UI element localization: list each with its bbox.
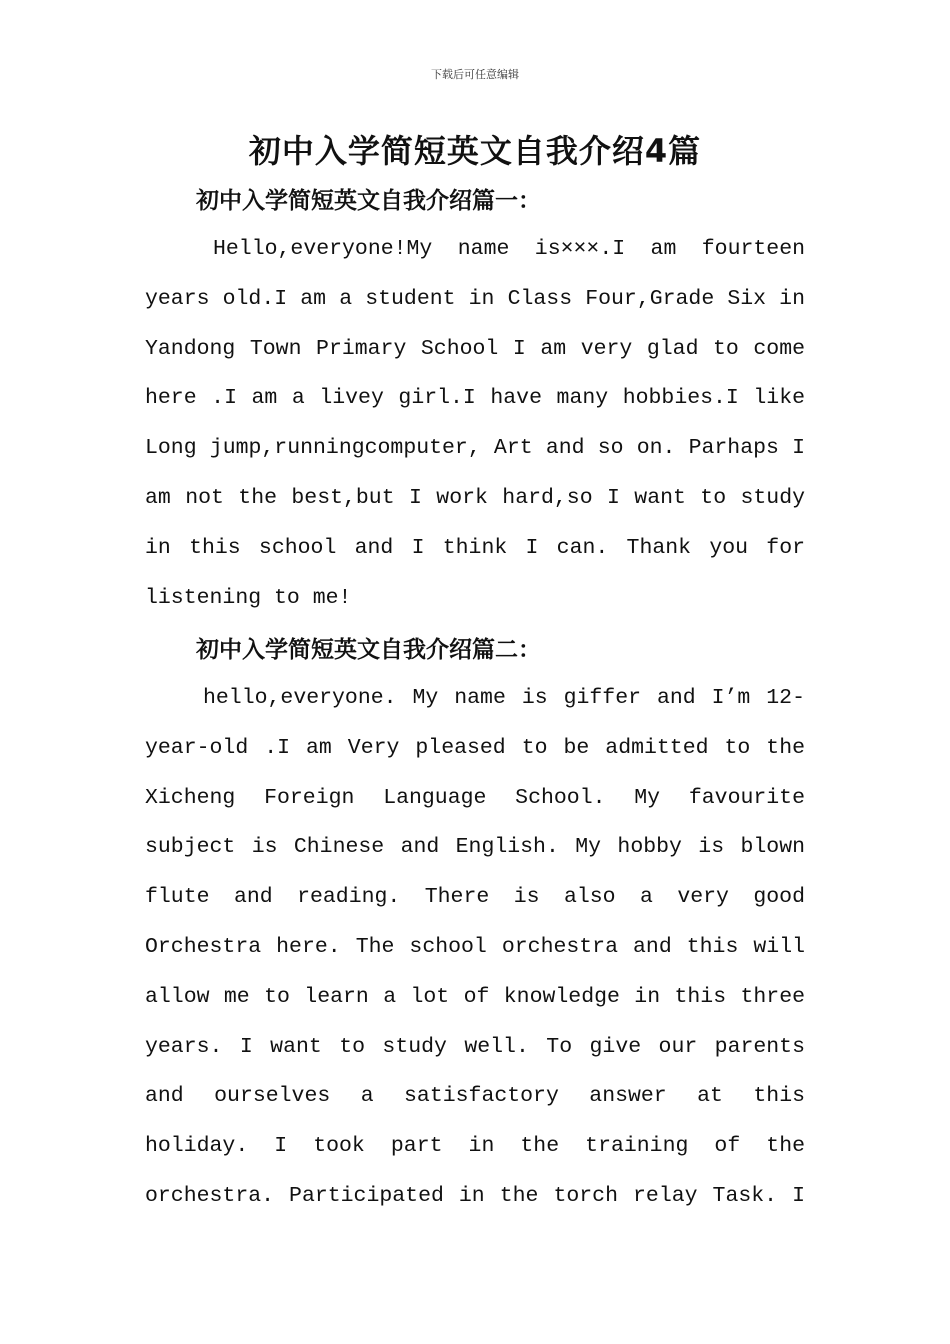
text-line: allow me to learn a lot of knowledge in this three — [145, 984, 805, 1009]
text-line: in this school and I think I can. Thank you for — [145, 535, 805, 560]
text-line: Hello,everyone!My name is×××.I am fourteen — [213, 237, 805, 261]
section-heading-1: 初中入学简短英文自我介绍篇一： — [196, 188, 541, 214]
text-line: hello,everyone. My name is giffer and I’m 12- — [203, 686, 805, 710]
section-body-1 — [145, 225, 805, 623]
text-line: am not the best,but I work hard,so I want to study — [145, 485, 805, 510]
text-line: listening to me! — [145, 585, 352, 610]
text-line: and ourselves a satisfactory answer at this — [145, 1084, 805, 1109]
text-line: Xicheng Foreign Language School. My favourite — [145, 785, 805, 810]
section-heading-2: 初中入学简短英文自我介绍篇二： — [196, 637, 541, 663]
text-line: Long jump,runningcomputer, Art and so on. Parhaps I — [145, 436, 805, 461]
text-line: subject is Chinese and English. My hobby is blown — [145, 835, 805, 860]
text-line: orchestra. Participated in the torch relay Task. I — [145, 1183, 805, 1208]
text-line: flute and reading. There is also a very good — [145, 885, 805, 910]
text-line: years. I want to study well. To give our parents — [145, 1034, 805, 1059]
section-body-2 — [145, 674, 805, 1222]
header-note: 下载后可任意编辑 — [431, 68, 519, 81]
text-line: Orchestra here. The school orchestra and this will — [145, 934, 805, 959]
text-line: holiday. I took part in the training of the — [145, 1134, 805, 1159]
text-line: here .I am a livey girl.I have many hobbies.I like — [145, 386, 805, 411]
text-line: years old.I am a student in Class Four,Grade Six in — [145, 286, 805, 311]
document-title: 初中入学简短英文自我介绍4篇 — [248, 132, 702, 170]
text-line: year-old .I am Very pleased to be admitted to the — [145, 735, 805, 760]
text-line: Yandong Town Primary School I am very glad to come — [145, 336, 805, 361]
